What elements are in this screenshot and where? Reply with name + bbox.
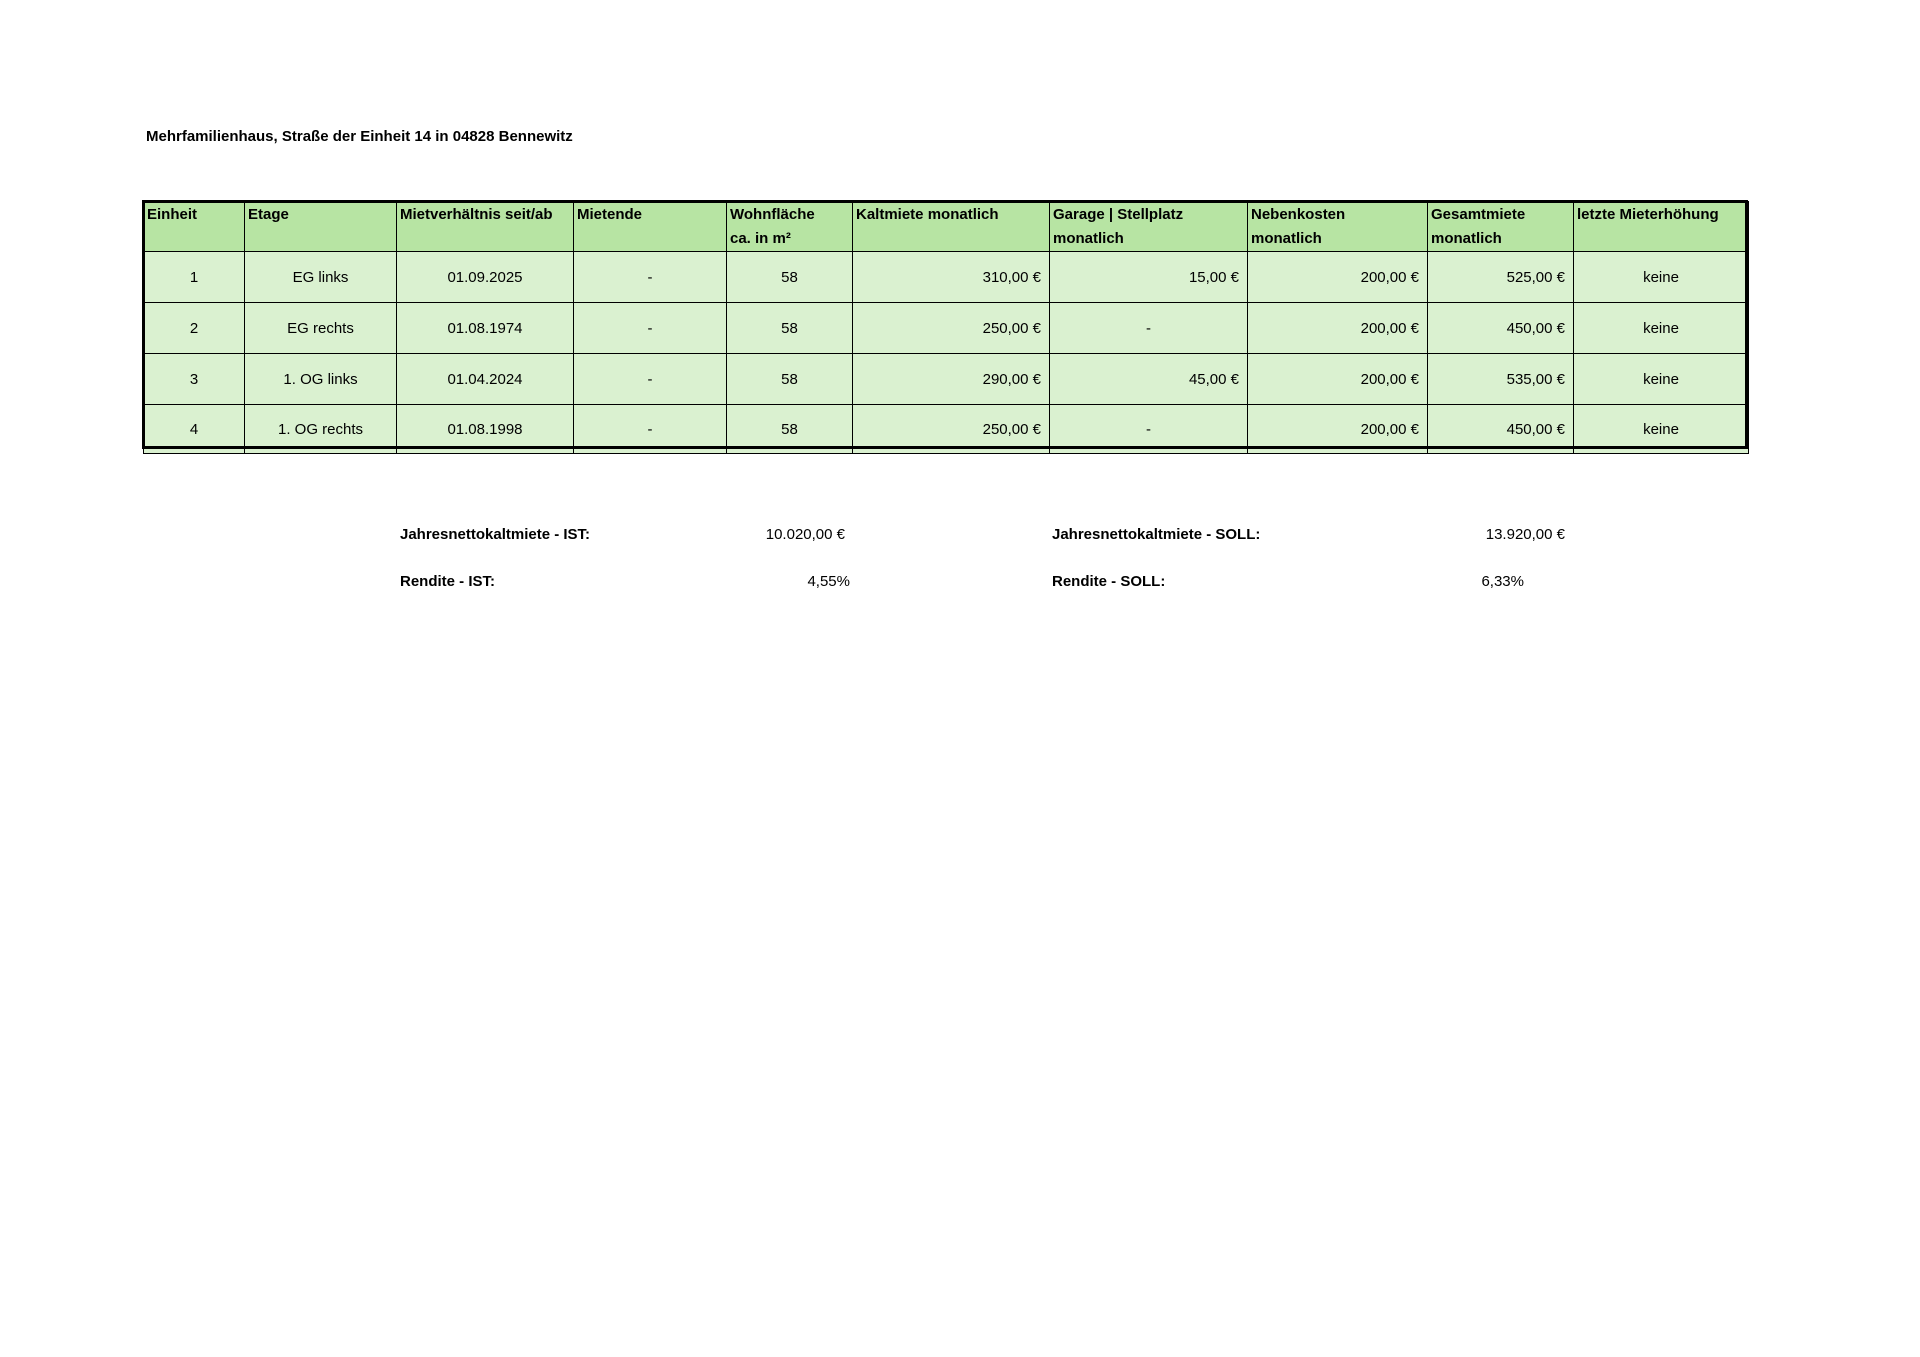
cell-mieterhoehung: keine — [1574, 252, 1749, 303]
cell-mietverhaeltnis: 01.08.1998 — [397, 405, 574, 454]
cell-kaltmiete: 310,00 € — [853, 252, 1050, 303]
cell-garage: - — [1050, 303, 1248, 354]
cell-mieterhoehung: keine — [1574, 354, 1749, 405]
ist-yield-value: 4,55% — [807, 573, 850, 590]
cell-nebenkosten: 200,00 € — [1248, 405, 1428, 454]
soll-yield-label: Rendite - SOLL: — [1052, 573, 1166, 590]
cell-wohnflaeche: 58 — [727, 405, 853, 454]
header-nebenkosten: Nebenkosten monatlich — [1248, 202, 1428, 252]
cell-einheit: 3 — [144, 354, 245, 405]
ist-rent-label: Jahresnettokaltmiete - IST: — [400, 526, 591, 543]
cell-mietende: - — [574, 252, 727, 303]
soll-rent-label: Jahresnettokaltmiete - SOLL: — [1052, 526, 1261, 543]
header-mietverhaeltnis: Mietverhältnis seit/ab — [397, 202, 574, 252]
ist-rent-value: 10.020,00 € — [765, 526, 845, 543]
header-mietende: Mietende — [574, 202, 727, 252]
cell-gesamtmiete: 525,00 € — [1428, 252, 1574, 303]
cell-gesamtmiete: 450,00 € — [1428, 303, 1574, 354]
cell-gesamtmiete: 535,00 € — [1428, 354, 1574, 405]
cell-etage: 1. OG links — [245, 354, 397, 405]
table-row — [144, 303, 1749, 354]
cell-wohnflaeche: 58 — [727, 354, 853, 405]
cell-einheit: 4 — [144, 405, 245, 454]
cell-mietverhaeltnis: 01.04.2024 — [397, 354, 574, 405]
header-kaltmiete: Kaltmiete monatlich — [853, 202, 1050, 252]
cell-etage: EG links — [245, 252, 397, 303]
cell-mieterhoehung: keine — [1574, 405, 1749, 454]
cell-mietende: - — [574, 303, 727, 354]
cell-nebenkosten: 200,00 € — [1248, 303, 1428, 354]
cell-garage: - — [1050, 405, 1248, 454]
cell-einheit: 2 — [144, 303, 245, 354]
cell-nebenkosten: 200,00 € — [1248, 252, 1428, 303]
cell-kaltmiete: 250,00 € — [853, 303, 1050, 354]
table-row — [144, 405, 1749, 454]
cell-mietverhaeltnis: 01.09.2025 — [397, 252, 574, 303]
cell-etage: 1. OG rechts — [245, 405, 397, 454]
cell-garage: 15,00 € — [1050, 252, 1248, 303]
cell-mietende: - — [574, 405, 727, 454]
cell-nebenkosten: 200,00 € — [1248, 354, 1428, 405]
cell-gesamtmiete: 450,00 € — [1428, 405, 1574, 454]
soll-rent-value: 13.920,00 € — [1485, 526, 1565, 543]
table-header-row — [144, 202, 1749, 252]
cell-etage: EG rechts — [245, 303, 397, 354]
cell-mietende: - — [574, 354, 727, 405]
cell-mietverhaeltnis: 01.08.1974 — [397, 303, 574, 354]
cell-mieterhoehung: keine — [1574, 303, 1749, 354]
table-row — [144, 252, 1749, 303]
cell-garage: 45,00 € — [1050, 354, 1248, 405]
header-etage: Etage — [245, 202, 397, 252]
soll-yield-value: 6,33% — [1481, 573, 1524, 590]
header-mieterhoehung: letzte Mieterhöhung — [1574, 202, 1749, 252]
cell-kaltmiete: 290,00 € — [853, 354, 1050, 405]
page-title: Mehrfamilienhaus, Straße der Einheit 14 in 04828 Bennewitz — [146, 128, 573, 145]
header-garage: Garage | Stellplatz monatlich — [1050, 202, 1248, 252]
header-gesamtmiete: Gesamtmiete monatlich — [1428, 202, 1574, 252]
cell-kaltmiete: 250,00 € — [853, 405, 1050, 454]
table-row — [144, 354, 1749, 405]
header-wohnflaeche: Wohnfläche ca. in m² — [727, 202, 853, 252]
cell-wohnflaeche: 58 — [727, 303, 853, 354]
cell-einheit: 1 — [144, 252, 245, 303]
cell-wohnflaeche: 58 — [727, 252, 853, 303]
header-einheit: Einheit — [144, 202, 245, 252]
ist-yield-label: Rendite - IST: — [400, 573, 496, 590]
rent-table — [143, 201, 1749, 454]
